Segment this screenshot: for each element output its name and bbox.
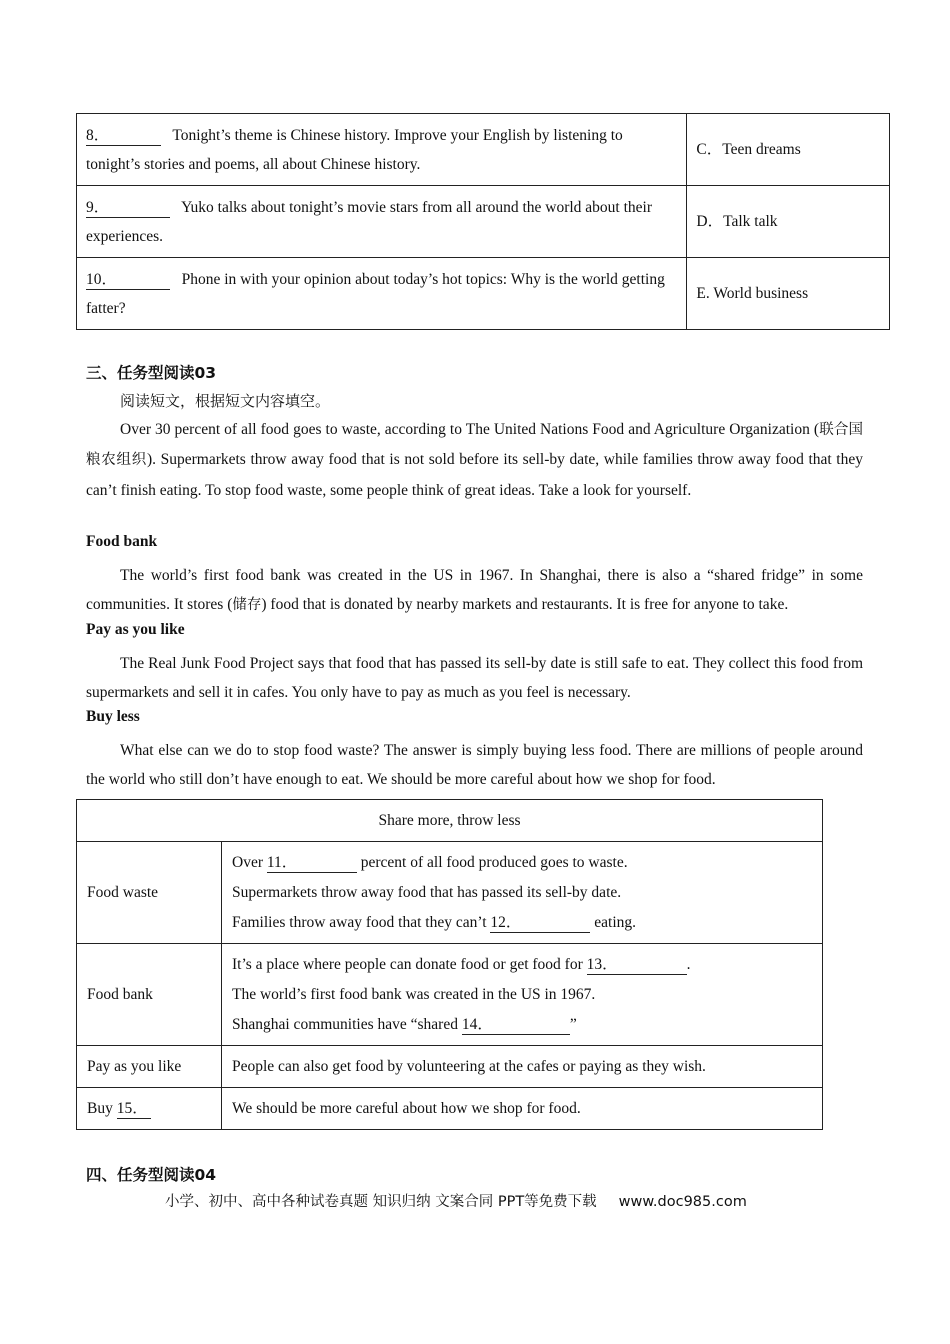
- question-text: Tonight’s theme is Chinese history. Improve your English by listening to tonight’s stories and poems, all about Chinese history.: [86, 126, 623, 173]
- answer-blank-9[interactable]: 9．: [86, 199, 170, 218]
- option-cell: E. World business: [687, 258, 890, 330]
- row-label: Food bank: [77, 944, 222, 1046]
- pay-paragraph: The Real Junk Food Project says that food that has passed its sell-by date is still safe to eat. They collect this food from supermarkets and sell it in cafes. You only have to pay as much as you feel is necessary.: [86, 655, 863, 702]
- option-cell: C．Teen dreams: [687, 114, 890, 186]
- instruction: 阅读短文，根据短文内容填空。: [120, 392, 331, 410]
- row-content: It’s a place where people can donate food or get food for 13． . The world’s first food bank was created in the US in 1967. Shanghai communities have “shared 14． ”: [222, 944, 823, 1046]
- option-cell: D．Talk talk: [687, 186, 890, 258]
- section-heading: 三、任务型阅读03: [86, 364, 217, 382]
- row-content: We should be more careful about how we shop for food.: [222, 1088, 823, 1130]
- answer-blank-15[interactable]: 15．: [117, 1100, 151, 1119]
- row-label: Food waste: [77, 842, 222, 944]
- question-cell: [77, 186, 687, 258]
- intro-paragraph: Over 30 percent of all food goes to waste, according to The United Nations Food and Agriculture Organization (联合国粮农组织). Supermarkets throw away food that is not sold before its sell-by date, while families throw away food that they can’t finish eating. To stop food waste, some people think of great ideas. Take a look for yourself.: [86, 421, 864, 499]
- subheading-pay-as-you-like: Pay as you like: [86, 621, 185, 638]
- answer-blank-11[interactable]: 11．: [267, 854, 357, 873]
- answer-blank-10[interactable]: 10．: [86, 271, 170, 290]
- subheading-food-bank: Food bank: [86, 533, 158, 550]
- section-heading: 四、任务型阅读04: [86, 1166, 217, 1184]
- answer-blank-12[interactable]: 12．: [490, 914, 590, 933]
- matching-table: [76, 113, 890, 330]
- row-content: People can also get food by volunteering at the cafes or paying as they wish.: [222, 1046, 823, 1088]
- row-content: Over 11． percent of all food produced goes to waste. Supermarkets throw away food that has passed its sell-by date. Families throw away food that they can’t 12． eating.: [222, 842, 823, 944]
- table-row: [77, 1088, 823, 1130]
- footer-text: 小学、初中、高中各种试卷真题 知识归纳 文案合同 PPT等免费下载: [165, 1194, 597, 1210]
- row-label: Buy 15．: [77, 1088, 222, 1130]
- question-text: Phone in with your opinion about today’s hot topics: Why is the world getting fatter?: [86, 270, 665, 317]
- subheading-buy-less: Buy less: [86, 708, 140, 725]
- answer-blank-13[interactable]: 13．: [587, 956, 687, 975]
- row-label: Pay as you like: [77, 1046, 222, 1088]
- table-row: [77, 186, 890, 258]
- table-row: [77, 800, 823, 842]
- footer-link[interactable]: www.doc985.com: [618, 1194, 747, 1210]
- table-row: [77, 944, 823, 1046]
- footer: [165, 1190, 747, 1211]
- food-bank-paragraph: The world’s first food bank was created in the US in 1967. In Shanghai, there is also a “shared fridge” in some communities. It stores (储存) food that is donated by nearby markets and restaurants. It is free for anyone to take.: [86, 567, 863, 614]
- buy-less-paragraph: What else can we do to stop food waste? The answer is simply buying less food. There are millions of people around the world who still don’t have enough to eat. We should be more careful about how we shop for food.: [86, 742, 863, 789]
- table-title: Share more, throw less: [77, 800, 823, 842]
- question-cell: [77, 258, 687, 330]
- answer-blank-14[interactable]: 14．: [462, 1016, 570, 1035]
- summary-table: [76, 799, 823, 1130]
- table-row: [77, 842, 823, 944]
- answer-blank-8[interactable]: 8．: [86, 127, 161, 146]
- table-row: [77, 258, 890, 330]
- table-row: [77, 114, 890, 186]
- question-cell: [77, 114, 687, 186]
- table-row: [77, 1046, 823, 1088]
- question-text: Yuko talks about tonight’s movie stars from all around the world about their experiences.: [86, 198, 653, 245]
